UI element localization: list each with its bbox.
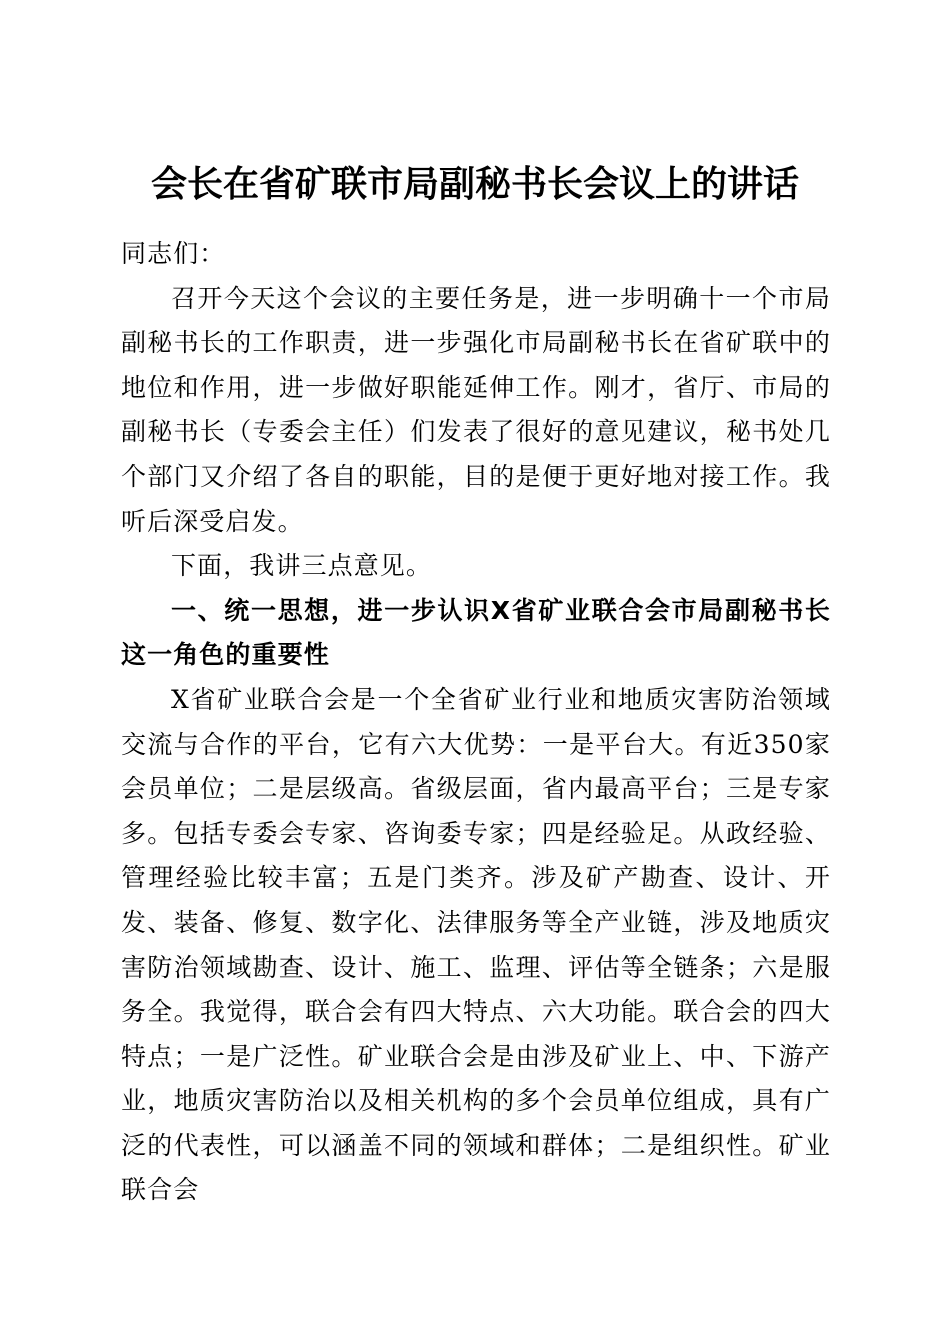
salutation: 同志们： bbox=[121, 239, 226, 268]
document-body bbox=[121, 232, 831, 1213]
paragraph-section-1: X省矿业联合会是一个全省矿业行业和地质灾害防治领域交流与合作的平台，它有六大优势：一是平台大。有近350家会员单位；二是层级高。省级层面，省内最高平台；三是专家多。包括专委会专家、咨询委专家；四是经验足。从政经验、管理经验比较丰富；五是门类齐。涉及矿产勘查、设计、开发、装备、修复、数字化、法律服务等全产业链，涉及地质灾害防治领域勘查、设计、施工、监理、评估等全链条；六是服务全。我觉得，联合会有四大特点、六大功能。联合会的四大特点；一是广泛性。矿业联合会是由涉及矿业上、中、下游产业，地质灾害防治以及相关机构的多个会员单位组成，具有广泛的代表性，可以涵盖不同的领域和群体；二是组织性。矿业联合会 bbox=[121, 684, 831, 1205]
paragraph-outline: 下面，我讲三点意见。 bbox=[171, 551, 433, 581]
paragraph-intro: 召开今天这个会议的主要任务是，进一步明确十一个市局副秘书长的工作职责，进一步强化市局副秘书长在省矿联中的地位和作用，进一步做好职能延伸工作。刚才，省厅、市局的副秘书长（专委会主任）们发表了很好的意见建议，秘书处几个部门又介绍了各自的职能，目的是便于更好地对接工作。我听后深受启发。 bbox=[121, 283, 831, 536]
section-heading-1: 一、统一思想，进一步认识X省矿业联合会市局副秘书长这一角色的重要性 bbox=[121, 595, 831, 670]
document-title: 会长在省矿联市局副秘书长会议上的讲话 bbox=[150, 163, 799, 206]
